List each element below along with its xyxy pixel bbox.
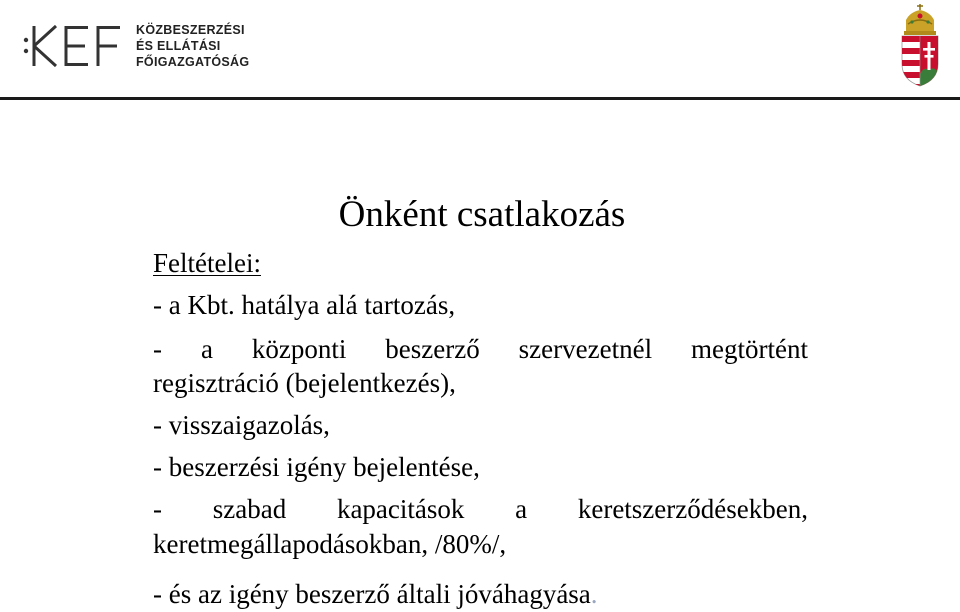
item-5-word: szabad <box>212 494 287 524</box>
condition-item-6-text: - és az igény beszerző általi jóváhagyása <box>153 579 591 609</box>
org-line-1: KÖZBESZERZÉSI <box>136 23 245 37</box>
condition-item-2-continuation: regisztráció (bejelentkezés), <box>153 368 456 398</box>
org-line-3: FŐIGAZGATÓSÁG <box>136 55 250 69</box>
slide-title <box>0 193 960 237</box>
item-5-word: - <box>153 494 162 524</box>
slide-title-text: Önként csatlakozás <box>338 194 626 235</box>
organization-name <box>136 22 249 70</box>
item-2-word: a <box>200 334 213 364</box>
condition-item-5-line <box>153 492 808 527</box>
item-2-word: központi <box>251 334 347 364</box>
condition-item-4: - beszerzési igény bejelentése, <box>153 452 480 482</box>
item-5-word: a <box>515 494 528 524</box>
item-2-word: - <box>153 334 162 364</box>
item-2-word: megtörtént <box>691 334 808 364</box>
condition-item-5-continuation: keretmegállapodásokban, /80%/, <box>153 529 507 559</box>
item-5-word: kapacitások <box>336 494 465 524</box>
item-2-word: beszerző <box>385 334 480 364</box>
hungarian-coat-of-arms-icon <box>898 2 942 88</box>
condition-item-3: - visszaigazolás, <box>153 410 330 440</box>
header-bar <box>0 0 960 98</box>
item-2-word: szervezetnél <box>518 334 653 364</box>
header-divider <box>0 97 960 100</box>
condition-item-6-period: . <box>590 579 598 609</box>
condition-item-5 <box>153 492 808 527</box>
org-line-2: ÉS ELLÁTÁSI <box>136 39 221 53</box>
condition-item-2-line <box>153 332 808 367</box>
condition-item-2 <box>153 332 808 367</box>
conditions-label: Feltételei: <box>153 248 261 278</box>
condition-item-1: - a Kbt. hatálya alá tartozás, <box>153 290 456 320</box>
kef-logo-icon <box>22 20 127 72</box>
condition-item-6 <box>153 577 598 612</box>
item-5-word: keretszerződésekben, <box>577 494 808 524</box>
